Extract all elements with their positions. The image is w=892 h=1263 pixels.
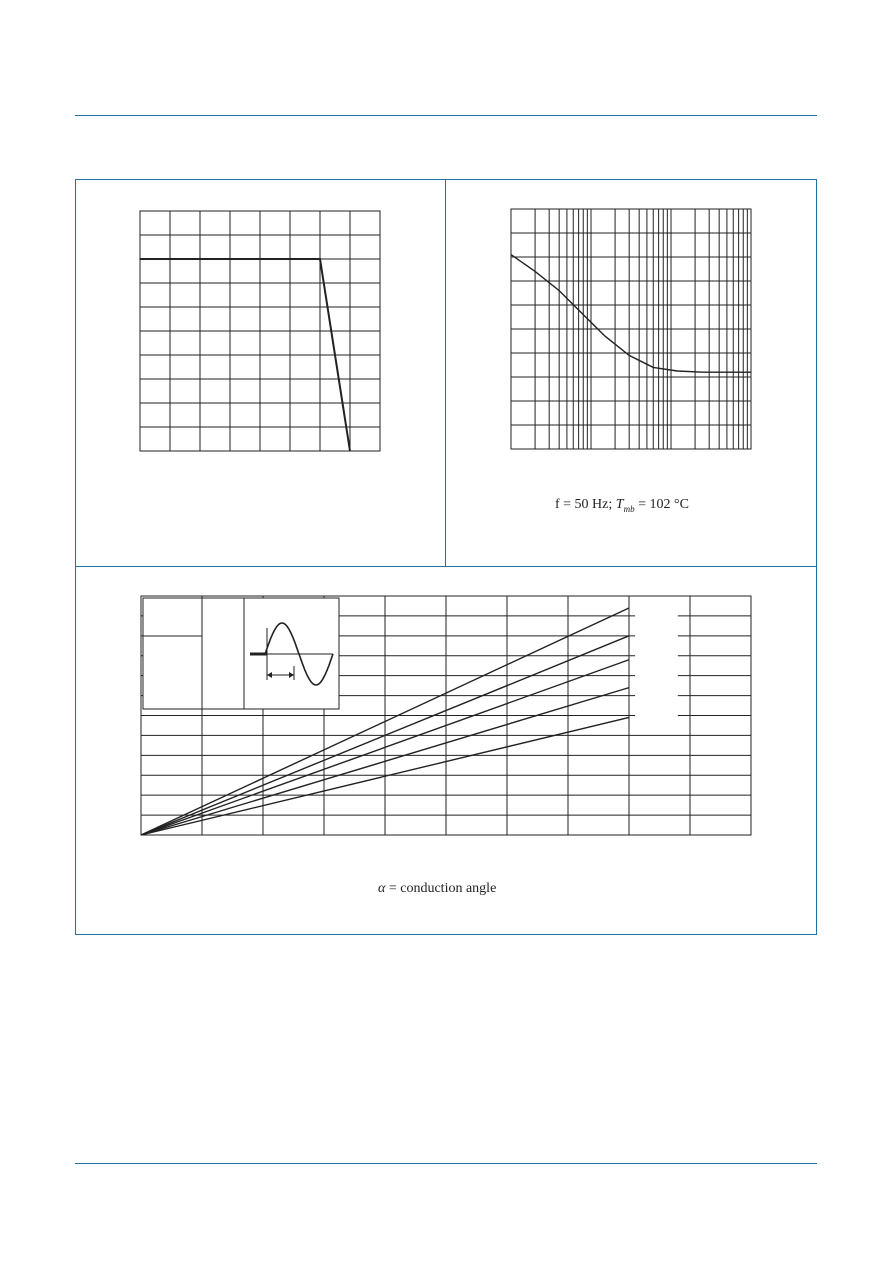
series-curve — [511, 255, 751, 373]
caption-t-symbol: T — [615, 497, 624, 512]
label-clear-zone — [635, 598, 678, 732]
chart-derating — [140, 211, 380, 451]
chart-surge-log — [511, 209, 751, 449]
caption-t-value: = 102 °C — [634, 497, 689, 512]
caption-conduction-text: = conduction angle — [385, 881, 497, 896]
chart-power-dissipation — [141, 596, 751, 835]
caption-fig-c — [378, 881, 496, 897]
caption-alpha-symbol: α — [378, 881, 386, 896]
caption-t-sub: mb — [623, 503, 635, 514]
caption-fig-b — [555, 497, 689, 514]
caption-f-part: f = 50 Hz; — [555, 497, 616, 512]
